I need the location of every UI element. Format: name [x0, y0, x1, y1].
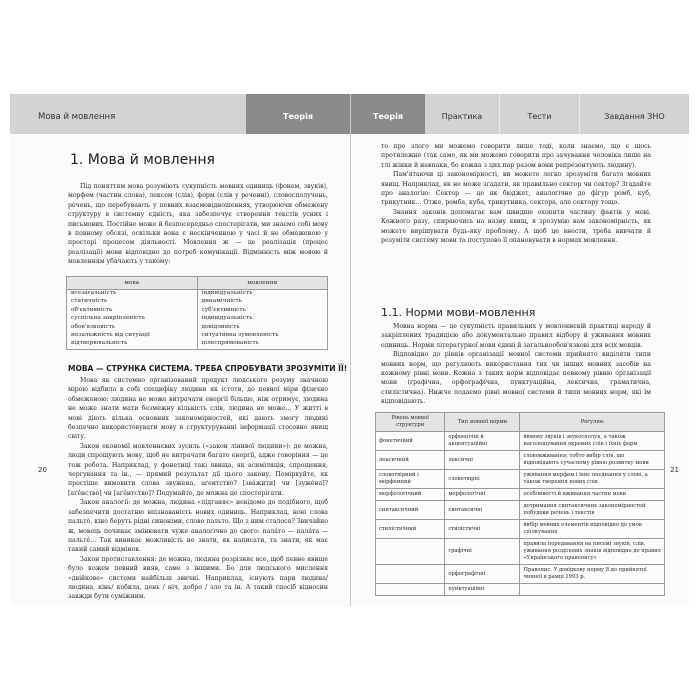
table-cell: відтворювальність — [67, 340, 198, 349]
table-cell: дотримання синтаксичних закономірностей побудови речень і текстів — [520, 501, 665, 520]
table-cell: вимову звуків і звукосполук, а також наголошування окремих слів і їхніх форм — [520, 432, 665, 451]
table-cell: довідливість — [197, 324, 328, 332]
table-cell — [376, 539, 445, 565]
norm-text — [381, 322, 651, 407]
table-row — [376, 584, 665, 596]
table-cell: стилістичний — [376, 520, 445, 539]
table-header: мова — [67, 277, 198, 290]
table-cell: орфографічні — [445, 565, 520, 584]
table-row — [376, 501, 665, 520]
page-number: 21 — [670, 466, 679, 474]
table-cell: лексичні — [445, 451, 520, 470]
table-cell: слововживання, тобто вибір слів, що відповідають сучасному рівню розвитку мови — [520, 451, 665, 470]
table-header: Регулює — [520, 413, 665, 432]
left-page-header — [10, 94, 350, 134]
paragraph: Відповідно до рівнів організації мовної системи прийнято виділяти типи мовних норм, що регулюють використання тих чи інших мовних засобів на кожному рівні мови. Кожна з таких норм відповідає певному рівню організації мови (графічна, орфографічна, пунктуаційна, лексична, граматична, стилістична). Нижче подаємо рівні мовної системи й типи мовних норм, які їм відповідають. — [381, 351, 651, 406]
subheading: МОВА — СТРУНКА СИСТЕМА. ТРЕБА СПРОБУВАТИ ЗРОЗУМІТИ ЇЇ! — [68, 364, 348, 373]
right-page — [351, 94, 689, 606]
section-title: Мова й мовлення — [38, 112, 116, 122]
table-row — [67, 315, 328, 323]
table-cell — [376, 565, 445, 584]
table-row — [67, 332, 328, 340]
top-text — [381, 142, 651, 245]
table-row — [67, 307, 328, 315]
table-row — [67, 324, 328, 332]
table-row — [376, 470, 665, 489]
paragraph: Закон економії мовленнєвих зусиль («закон лінивої людини»): де можна, люди спрощують мову, щоб не витрачати багато енергії, адже говоріння — це теж робота. Наприклад, у фонетиці такі явища, як асиміляція, спрощення, чергування та ін., — прямий результат дії цього закону. Поміркуйте, як простіше вимовити слова звужена, аґентство? [зва́жити] чи [зуже́на]? [аґе́нство] чи [аґе́нтство]? Подумайте, де можна це спостерігати. — [68, 442, 328, 497]
table-cell: суб'єктивність — [197, 307, 328, 315]
table-row — [376, 539, 665, 565]
language-norms-table — [375, 412, 665, 596]
paragraph: Мова як системно організований продукт людського розуму значною мірою відбила в собі специфіку людини як істоти, до певної міри фізично обмеженою: людина не може витрачати енергії більше, ніж отримує, людина не може знати мати безмежну кількість слів, людина не може... У житті в мові діють кілька основних закономірностей, які дають змогу людині безпечно використовувати мову в структуруванні інформації стосовно явищ світу. — [68, 377, 328, 441]
table-row — [376, 432, 665, 451]
paragraph: Знання законів допомагає вам швидше охопити частину фактів у мові. Кожного разу, спираючись на назву явищ, я зрозумію вам закономірність, як можете вирішувати будь-яку проблему. А щоб це внести, треба вивчати й розуміти систему мови та поступово її опановувати в нормах мовлення. — [381, 208, 651, 245]
table-cell: пунктуаційні — [445, 584, 520, 596]
table-header: Тип мовної норми — [445, 413, 520, 432]
paragraph: то про злого ми можемо говорити лише тоді, коли знаємо, що є щось протилежне (так само, як ми можемо говорити про зачування чоловіка лише на тлі жінки й навпаки, бо кожна з цих пар разом вони репрезентують людину). — [381, 143, 651, 169]
table-cell: синтаксичний — [376, 501, 445, 520]
tab-tests[interactable]: Тести — [499, 94, 579, 134]
table-cell: обов'язковість — [67, 324, 198, 332]
table-cell: незалежність від ситуації — [67, 332, 198, 340]
page-number: 20 — [38, 466, 47, 474]
table-cell: динамічність — [197, 298, 328, 306]
paragraph: Закон протиставлення: де можна, людина розрізняє все, щоб певне явище було кожен певний вияв, саме з іншими. Бо для людського мислення «двійкове» системи найбільш звичні. Наприклад, існують пари людина/людина, кінь/ кобила, день / ніч, добро / зло та ін. А такий спосіб відносин завжди бути суміжним. — [68, 555, 328, 601]
paragraph: Під поняттям мова розуміють сукупність мовних одиниць (фонем, звуків), морфем (частин слова), лексем (слів), форм (слів у реченні), словосполучень, речень, що перебувають у певних взаємовідношеннях, утворюючи обмежену структуру в системну єдність, яка забезпечує створення текстів усних і письмових. Постійне може й безпосередньо спостерігати, ми знаємо собі мову в повному обсязі, оскільки вона є нескінченною у часі й не обмеженою у просторі процесом діяльності. Мовлення ж — це реалізація (процес реалізації) мови відповідно до потреб комунікації. Відмінність між мовою й мовленням убачають у такому: — [68, 183, 328, 266]
paragraph: Пам'ятаючи ці закономірності, ви можете легко зрозуміти багато мовних явищ. Наприклад, як не може згадати, як правильно сектор чи сектор? Згадайте про аналогію: Сектор — це як бюджет, аналогічне до фігур ромб, куб, трикутник... Отже, ромба, куба, трикутника, сектора, але сектору тощо. — [381, 171, 651, 207]
table-row — [376, 565, 665, 584]
table-cell: фонетичний — [376, 432, 445, 451]
body-text — [68, 376, 328, 602]
table-cell: стилістичні — [445, 520, 520, 539]
chapter-heading: 1. Мова й мовлення — [70, 152, 215, 168]
table-cell — [520, 584, 665, 596]
table-cell: лексичний — [376, 451, 445, 470]
table-cell: уживання морфем і їхнє поєднання у слові, а також творення нових слів — [520, 470, 665, 489]
right-page-header — [351, 94, 689, 134]
tab-practice[interactable]: Практика — [441, 112, 483, 121]
tab-theory[interactable]: Теорія — [351, 94, 425, 134]
table-row — [376, 520, 665, 539]
table-cell: статичність — [67, 298, 198, 306]
table-row — [67, 340, 328, 349]
table-cell: ситуативна зумовленість — [197, 332, 328, 340]
left-page — [10, 94, 351, 606]
tab-zno-tasks[interactable]: Завдання ЗНО — [579, 94, 689, 134]
table-cell: всезагальність — [67, 290, 198, 299]
table-row — [67, 298, 328, 306]
intro-text — [68, 182, 328, 267]
table-cell: словотвірний і морфемний — [376, 470, 445, 489]
table-cell: суспільна закріпленість — [67, 315, 198, 323]
table-cell: графічні — [445, 539, 520, 565]
table-cell: Правопис. У довідкову норму 8 до прийнятої чинної в рамці 1993 р. — [520, 565, 665, 584]
language-speech-table — [66, 276, 328, 350]
tab-theory-left[interactable]: Теорія — [246, 94, 350, 134]
table-cell: словотвірні — [445, 470, 520, 489]
table-header: Рівень мовної структури — [376, 413, 445, 432]
table-cell: індивідуальність — [197, 315, 328, 323]
table-row — [67, 290, 328, 299]
table-cell: правила передавання на письмі звуків, слів, уживання розділових знаків відповідно до правил «Українського правопису» — [520, 539, 665, 565]
table-cell: особливості й вживання частин мови — [520, 489, 665, 501]
paragraph: Мовна норма — це сукупність правильних у мовленнєвій практиці народу й закріплених традицією або документально правил відбору й уживання мовних одиниць. Норми літературної мови єдині й загальнообов'язкові для всіх мовців. — [381, 323, 651, 349]
table-cell: морфологічний — [376, 489, 445, 501]
table-cell: індивідуальність — [197, 290, 328, 299]
table-header: мовлення — [197, 277, 328, 290]
table-row — [376, 451, 665, 470]
table-cell: об'єктивність — [67, 307, 198, 315]
table-cell: орфоепічні й акцентуаційні — [445, 432, 520, 451]
table-cell: цілеспрямованість — [197, 340, 328, 349]
table-cell: синтаксичні — [445, 501, 520, 520]
table-cell: морфологічні — [445, 489, 520, 501]
paragraph: Закон аналогії: де можна, людина «підганяє» невідоме до подібного, щоб забезпечити достатню впізнаваність нових одиниць. Наприклад, нові слова пальтò, кіно беруть рідні синоніми, слово пальто. Що з ним сталося? Звичайно ж, мовець починає змінювати чуже аналогічно до свого: пала́то — пала́та — пальте́... Так виникає можливість не знати, як написати, та знати, як має такий самий відмінок. — [68, 499, 328, 554]
section-heading: 1.1. Норми мови-мовлення — [381, 306, 536, 319]
table-cell: вибір мовних елементів відповідно до умов спілкування — [520, 520, 665, 539]
table-row — [376, 489, 665, 501]
table-cell — [376, 584, 445, 596]
